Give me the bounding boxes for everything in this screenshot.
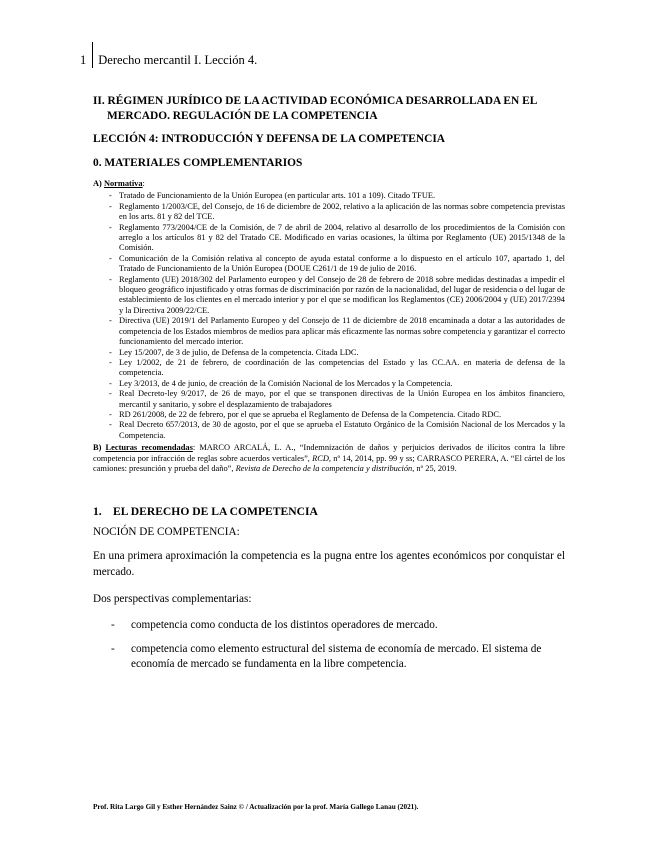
- normativa-item-text: Tratado de Funcionamiento de la Unión Europea (en particular arts. 101 a 109). Citado TFUE.: [119, 191, 436, 201]
- section-title-line1: II. RÉGIMEN JURÍDICO DE LA ACTIVIDAD ECONÓMICA DESARROLLADA EN EL: [93, 95, 538, 107]
- list-item: [93, 348, 565, 358]
- section-title: [93, 94, 565, 124]
- lecturas-journal-2: Revista de Derecho de la competencia y distribución: [235, 463, 413, 473]
- dash-bullet: -: [109, 347, 112, 357]
- normativa-item-text: Comunicación de la Comisión relativa al concepto de ayuda estatal conforme a lo dispuesto en el artículo 107, apartado 1, del Tratado de Funcionamiento de la Unión Europea (DOUE C261/1 de 19 de julio de 2016.: [119, 253, 565, 274]
- lesson-title: LECCIÓN 4: INTRODUCCIÓN Y DEFENSA DE LA COMPETENCIA: [93, 133, 445, 145]
- list-item: [93, 358, 565, 379]
- perspective-text: competencia como conducta de los distintos operadores de mercado.: [131, 619, 438, 632]
- lecturas-paragraph: [93, 443, 565, 474]
- lecturas-text-3: , nº 25, 2019.: [412, 463, 457, 473]
- competencia-number: 1.: [93, 505, 102, 519]
- dash-bullet: -: [109, 409, 112, 419]
- competencia-heading: [93, 504, 565, 519]
- normativa-item-text: Ley 15/2007, de 3 de julio, de Defensa de la competencia. Citada LDC.: [119, 347, 359, 357]
- perspectives-list: [93, 618, 565, 673]
- list-item: [93, 410, 565, 420]
- page-number: 1: [80, 53, 87, 67]
- normativa-item-text: Real Decreto 657/2013, de 30 de agosto, por el que se aprueba el Estatuto Orgánico de la Comisión Nacional de los Mercados y la Competencia.: [119, 420, 565, 440]
- dash-bullet: -: [109, 316, 112, 326]
- normativa-item-text: Reglamento 773/2004/CE de la Comisión, de 7 de abril de 2004, relativo al desarrollo de los procedimientos de la Comisión con arreglo a los artículos 81 y 82 del Tratado CE. Modificado en varias ocasiones, la última por Reglamento (UE) 2015/1348 de la Comisión.: [119, 222, 565, 253]
- list-item: [93, 254, 565, 275]
- normativa-item-text: Reglamento 1/2003/CE, del Consejo, de 16 de diciembre de 2002, relativo a la aplicación de las normas sobre competencia previstas en los arts. 81 y 82 del TCE.: [119, 201, 565, 222]
- normativa-item-text: Directiva (UE) 2019/1 del Parlamento Europeo y del Consejo de 11 de diciembre de 2018 encaminada a dotar a las autoridades de competencia de los Estados miembros de medios para aplicar más eficazmente las normas sobre competencia y garantizar el correcto funcionamiento del mercado interior.: [119, 316, 566, 347]
- list-item: [93, 191, 565, 201]
- lecturas-text-1: : MARCO ARCALÁ, L. A., “Indemnización de daños y perjuicios derivados de ilícitos contra la libre competencia por infracción de reglas sobre acuerdos verticales”,: [93, 443, 566, 463]
- list-item: [93, 618, 565, 634]
- normativa-colon: :: [142, 179, 145, 188]
- dash-bullet: -: [109, 253, 112, 263]
- lecturas-prefix: B): [93, 443, 106, 453]
- list-item: [93, 379, 565, 389]
- list-item: [93, 389, 565, 410]
- dash-bullet: -: [109, 389, 112, 399]
- materials-title: 0. MATERIALES COMPLEMENTARIOS: [93, 157, 303, 169]
- dash-bullet: -: [109, 274, 112, 284]
- dash-bullet: -: [109, 201, 112, 211]
- dash-bullet: -: [109, 357, 112, 367]
- normativa-item-text: Real Decreto-ley 9/2017, de 26 de mayo, por el que se transponen directivas de la Unión Europea en los ámbitos financiero, mercantil y sanitario, y sobre el desplazamiento de trabajadores: [119, 389, 565, 409]
- dash-bullet: -: [109, 378, 112, 388]
- dash-bullet: -: [109, 222, 112, 232]
- list-item: [93, 275, 565, 317]
- intro-paragraph: En una primera aproximación la competencia es la pugna entre los agentes económicos por conquistar el mercado.: [93, 550, 565, 578]
- list-item: [93, 642, 565, 673]
- list-item: [93, 202, 565, 223]
- normativa-label: Normativa: [103, 179, 143, 188]
- dash-bullet: -: [111, 642, 115, 655]
- perspective-text: competencia como elemento estructural del sistema de economía de mercado. El sistema de economía de mercado se fundamenta en la libre competencia.: [131, 642, 542, 671]
- normativa-item-text: Reglamento (UE) 2018/302 del Parlamento europeo y del Consejo de 28 de febrero de 2018 sobre medidas destinadas a impedir el bloqueo geográfico injustificado y otras formas de discriminación por razón de la nacionalidad, del lugar de residencia o del lugar de establecimiento de los clientes en el mercado interior y por el que se modifican los Reglamentos (CE) 2006/2004 y (UE) 2017/2394 y la Directiva 2009/22/CE.: [119, 274, 565, 315]
- normativa-item-text: Ley 3/2013, de 4 de junio, de creación de la Comisión Nacional de los Mercados y la Competencia.: [119, 378, 453, 388]
- header-title: Derecho mercantil I. Lección 4.: [98, 53, 258, 67]
- notion-heading: NOCIÓN DE COMPETENCIA:: [93, 526, 240, 539]
- page-content: [93, 94, 565, 681]
- normativa-item-text: RD 261/2008, de 22 de febrero, por el que se aprueba el Reglamento de Defensa de la Competencia. Citado RDC.: [119, 409, 502, 419]
- dash-bullet: -: [109, 191, 112, 201]
- lecturas-journal-1: RCD: [312, 453, 329, 463]
- dash-bullet: -: [109, 420, 112, 430]
- normativa-item-text: Ley 1/2002, de 21 de febrero, de coordinación de las competencias del Estado y las CC.AA. en materia de defensa de la competencia.: [119, 357, 565, 378]
- lecturas-label: Lecturas recomendadas: [105, 443, 193, 453]
- perspectives-intro: Dos perspectivas complementarias:: [93, 592, 252, 605]
- competencia-title: EL DERECHO DE LA COMPETENCIA: [113, 505, 318, 519]
- section-title-line2: MERCADO. REGULACIÓN DE LA COMPETENCIA: [107, 110, 378, 122]
- normativa-list: [93, 191, 565, 441]
- normativa-prefix: A): [93, 179, 104, 188]
- header-divider: [92, 42, 93, 68]
- list-item: [93, 223, 565, 254]
- page-header: [80, 42, 257, 68]
- list-item: [93, 316, 565, 347]
- page-footer: Prof. Rita Largo Gil y Esther Hernández Sainz © / Actualización por la prof. María Gallego Lanau (2021).: [93, 803, 419, 811]
- dash-bullet: -: [111, 619, 115, 632]
- normativa-heading: [93, 179, 565, 189]
- list-item: [93, 420, 565, 441]
- lecturas-text-2: , nº 14, 2014, pp. 99 y ss; CARRASCO PERERA, A. “El cártel de los camiones: presunción y prueba del daño”,: [93, 453, 565, 473]
- lecturas-heading: [93, 443, 193, 452]
